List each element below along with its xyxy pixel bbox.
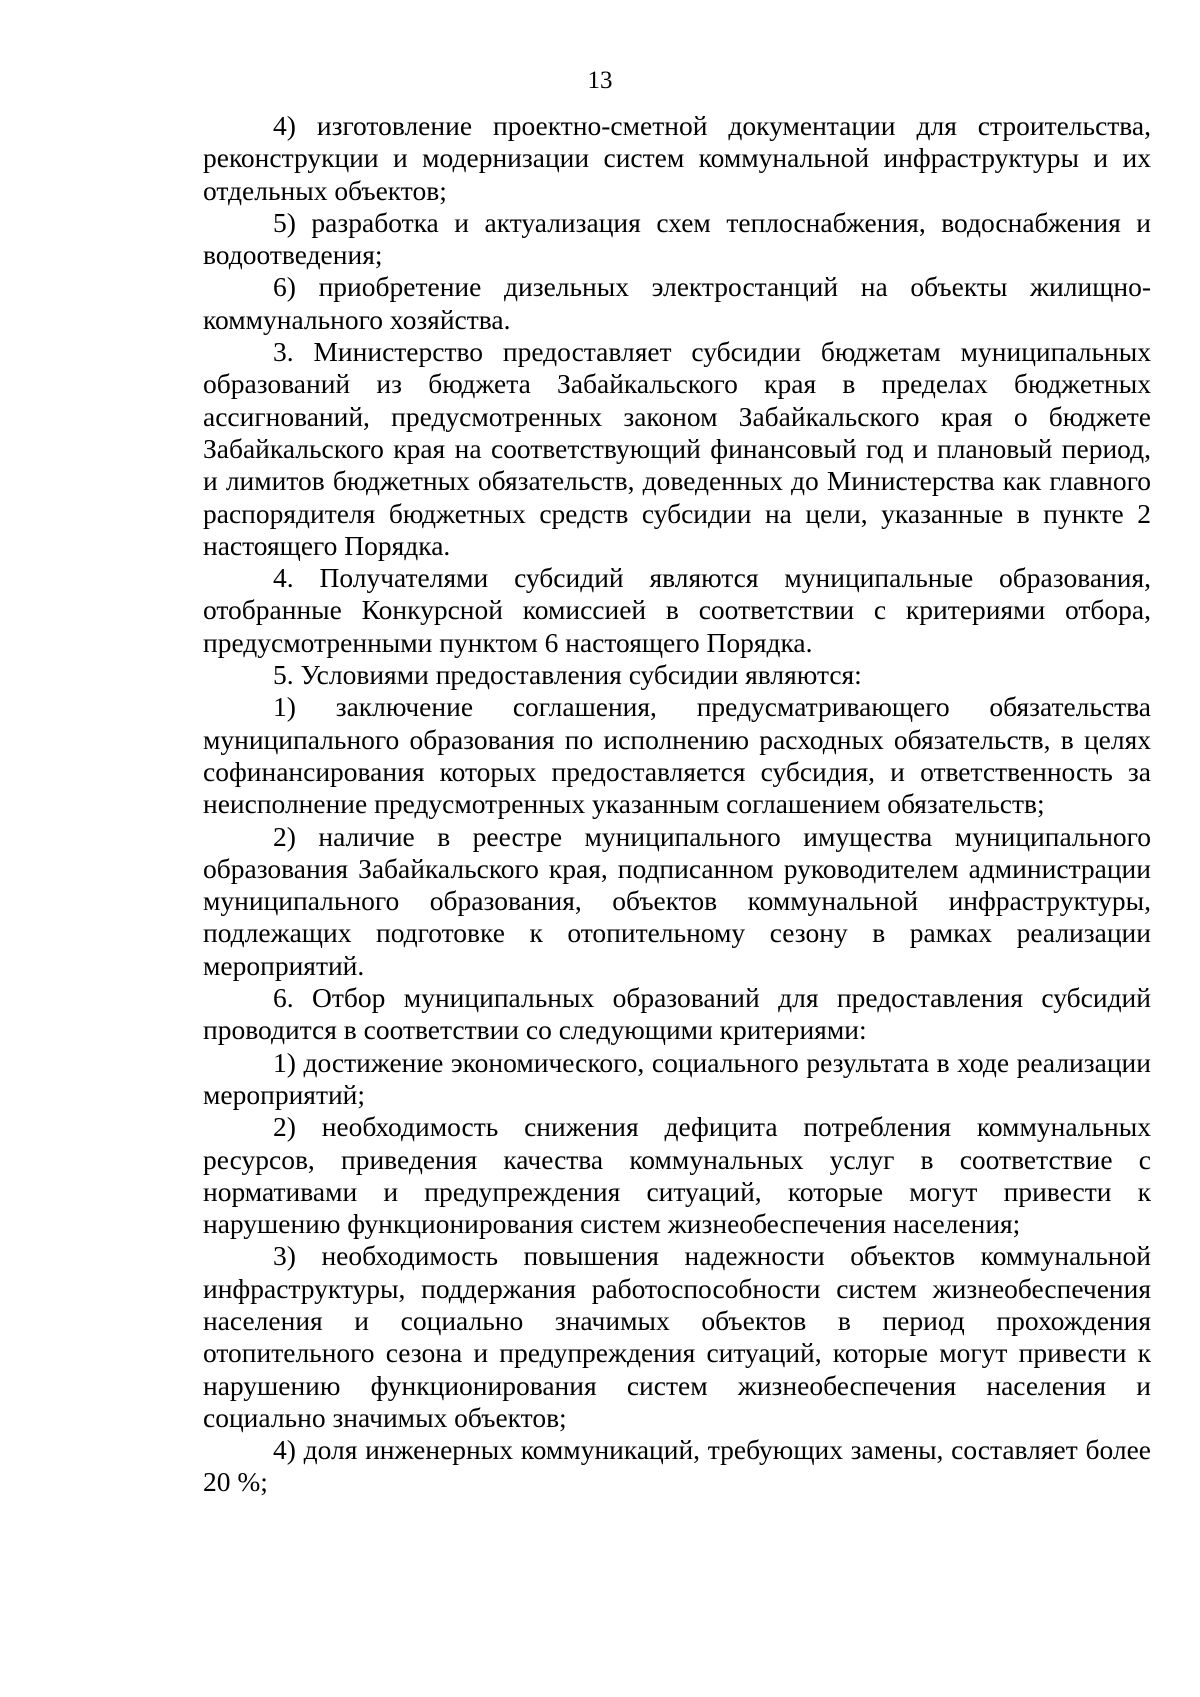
paragraph-condition-1: 1) заключение соглашения, предусматривающего обязательства муниципального образования по исполнению расходных обязательств, в целях софинансирования которых предоставляется субсидия, и ответственность за неисполнение предусмотренных указанным соглашением обязательств; bbox=[203, 691, 1151, 820]
paragraph-criterion-1: 1) достижение экономического, социального результата в ходе реализации мероприятий; bbox=[203, 1046, 1151, 1110]
paragraph-criterion-2: 2) необходимость снижения дефицита потребления коммунальных ресурсов, приведения качества коммунальных услуг в соответствие с нормативами и предупреждения ситуаций, которые могут привести к нарушению функционирования систем жизнеобеспечения населения; bbox=[203, 1111, 1151, 1240]
paragraph-clause-4: 4. Получателями субсидий являются муниципальные образования, отобранные Конкурсной комиссией в соответствии с критериями отбора, предусмотренными пунктом 6 настоящего Порядка. bbox=[203, 562, 1151, 658]
paragraph-clause-3: 3. Министерство предоставляет субсидии бюджетам муниципальных образований из бюджета Забайкальского края в пределах бюджетных ассигнований, предусмотренных законом Забайкальского края о бюджете Забайкальского края на соответствующий финансовый год и плановый период, и лимитов бюджетных обязательств, доведенных до Министерства как главного распорядителя бюджетных средств субсидии на цели, указанные в пункте 2 настоящего Порядка. bbox=[203, 336, 1151, 561]
paragraph-item-6-diesel-stations: 6) приобретение дизельных электростанций на объекты жилищно-коммунального хозяйства. bbox=[203, 271, 1151, 335]
paragraph-criterion-3: 3) необходимость повышения надежности объектов коммунальной инфраструктуры, поддержания работоспособности систем жизнеобеспечения населения и социально значимых объектов в период прохождения отопительного сезона и предупреждения ситуаций, которые могут привести к нарушению функционирования систем жизнеобеспечения населения и социально значимых объектов; bbox=[203, 1240, 1151, 1433]
paragraph-condition-2: 2) наличие в реестре муниципального имущества муниципального образования Забайкальского края, подписанном руководителем администрации муниципального образования, объектов коммунальной инфраструктуры, подлежащих подготовке к отопительному сезону в рамках реализации мероприятий. bbox=[203, 820, 1151, 981]
paragraph-clause-6: 6. Отбор муниципальных образований для предоставления субсидий проводится в соответствии со следующими критериями: bbox=[203, 982, 1151, 1046]
paragraph-item-5-supply-schemes: 5) разработка и актуализация схем теплоснабжения, водоснабжения и водоотведения; bbox=[203, 206, 1151, 271]
paragraph-clause-5: 5. Условиями предоставления субсидии являются: bbox=[273, 659, 862, 691]
paragraph-item-4-design-documentation: 4) изготовление проектно-сметной документации для строительства, реконструкции и модернизации систем коммунальной инфраструктуры и их отдельных объектов; bbox=[203, 110, 1151, 206]
page-number: 13 bbox=[587, 67, 613, 94]
document-body bbox=[203, 110, 1151, 1499]
paragraph-criterion-4: 4) доля инженерных коммуникаций, требующих замены, составляет более 20 %; bbox=[203, 1434, 1151, 1498]
